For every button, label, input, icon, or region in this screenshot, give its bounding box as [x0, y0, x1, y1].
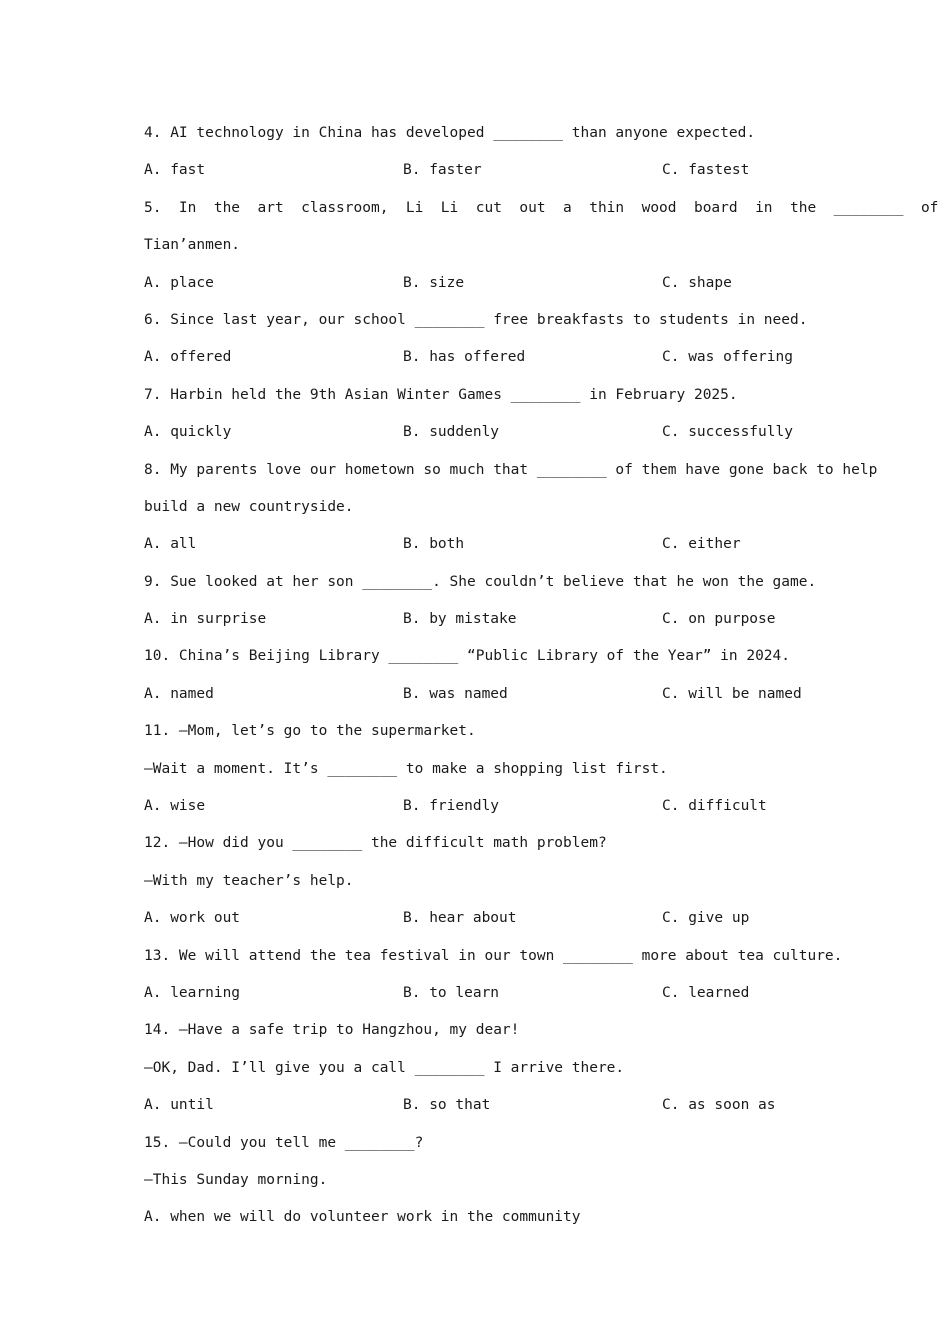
options-row	[144, 152, 814, 189]
option-a: A. fast	[144, 162, 206, 179]
question-text: 10. China’s Beijing Library ________ “Public Library of the Year” in 2024.	[144, 648, 791, 665]
option-b: B. to learn	[403, 984, 500, 1001]
question-11	[144, 713, 814, 825]
question-12	[144, 825, 814, 937]
question-text-continued: —With my teacher’s help.	[144, 872, 354, 889]
option-c: C. fastest	[662, 162, 750, 179]
option-c: C. was offering	[662, 349, 793, 366]
question-text-continued: Tian’anmen.	[144, 237, 241, 254]
option-a: A. offered	[144, 349, 232, 366]
question-text: 11. —Mom, let’s go to the supermarket.	[144, 723, 476, 740]
option-c: C. either	[662, 536, 741, 553]
option-a: A. all	[144, 536, 197, 553]
option-b: B. suddenly	[403, 424, 500, 441]
question-10	[144, 638, 814, 713]
option-b: B. both	[403, 536, 465, 553]
options-row	[144, 601, 814, 638]
question-15	[144, 1125, 814, 1237]
option-b: B. faster	[403, 162, 482, 179]
question-text-continued: —Wait a moment. It’s ________ to make a shopping list first.	[144, 760, 668, 777]
option-a: A. place	[144, 274, 214, 291]
question-text: 12. —How did you ________ the difficult math problem?	[144, 835, 607, 852]
question-7	[144, 377, 814, 452]
option-b: B. friendly	[403, 798, 500, 815]
question-13	[144, 938, 843, 1013]
option-a: A. quickly	[144, 424, 232, 441]
option-c: C. on purpose	[662, 611, 776, 628]
options-row	[144, 676, 814, 713]
options-row	[144, 788, 814, 825]
option-b: B. has offered	[403, 349, 526, 366]
option-b: B. so that	[403, 1097, 491, 1114]
question-text: 14. —Have a safe trip to Hangzhou, my dear!	[144, 1022, 520, 1039]
option-b: B. by mistake	[403, 611, 517, 628]
option-a: A. when we will do volunteer work in the community	[144, 1209, 581, 1226]
question-8	[144, 452, 878, 564]
option-b: B. size	[403, 274, 465, 291]
options-row	[144, 265, 814, 302]
option-a: A. in surprise	[144, 611, 267, 628]
question-4	[144, 115, 814, 190]
option-b: B. was named	[403, 685, 508, 702]
option-a: A. named	[144, 685, 214, 702]
options-row	[144, 900, 814, 937]
options-row	[144, 975, 814, 1012]
option-c: C. difficult	[662, 798, 767, 815]
question-text: 5. In the art classroom, Li Li cut out a thin wood board in the ________ of	[144, 199, 939, 216]
question-text-continued: —OK, Dad. I’ll give you a call ________ I arrive there.	[144, 1059, 625, 1076]
question-text: 13. We will attend the tea festival in our town ________ more about tea culture.	[144, 947, 843, 964]
option-a: A. until	[144, 1097, 214, 1114]
options-row	[144, 526, 814, 563]
question-6	[144, 302, 814, 377]
option-c: C. successfully	[662, 424, 793, 441]
option-b: B. hear about	[403, 910, 517, 927]
options-row	[144, 1087, 814, 1124]
options-row	[144, 339, 814, 376]
option-c: C. give up	[662, 910, 750, 927]
question-9	[144, 564, 817, 639]
question-14	[144, 1012, 814, 1124]
exam-page	[144, 115, 939, 1237]
option-a: A. learning	[144, 984, 241, 1001]
question-text-continued: build a new countryside.	[144, 498, 354, 515]
question-text: 9. Sue looked at her son ________. She couldn’t believe that he won the game.	[144, 573, 817, 590]
question-text: 15. —Could you tell me ________?	[144, 1134, 424, 1151]
option-c: C. shape	[662, 274, 732, 291]
option-a: A. wise	[144, 798, 206, 815]
option-c: C. learned	[662, 984, 750, 1001]
option-a: A. work out	[144, 910, 241, 927]
question-text: 4. AI technology in China has developed ________ than anyone expected.	[144, 125, 756, 141]
question-text-continued: —This Sunday morning.	[144, 1171, 328, 1188]
option-c: C. will be named	[662, 685, 802, 702]
options-row	[144, 414, 814, 451]
question-text: 6. Since last year, our school ________ free breakfasts to students in need.	[144, 311, 808, 328]
question-text: 7. Harbin held the 9th Asian Winter Games ________ in February 2025.	[144, 386, 738, 403]
option-c: C. as soon as	[662, 1097, 776, 1114]
question-text: 8. My parents love our hometown so much that ________ of them have gone back to help	[144, 461, 878, 478]
question-5	[144, 190, 939, 302]
